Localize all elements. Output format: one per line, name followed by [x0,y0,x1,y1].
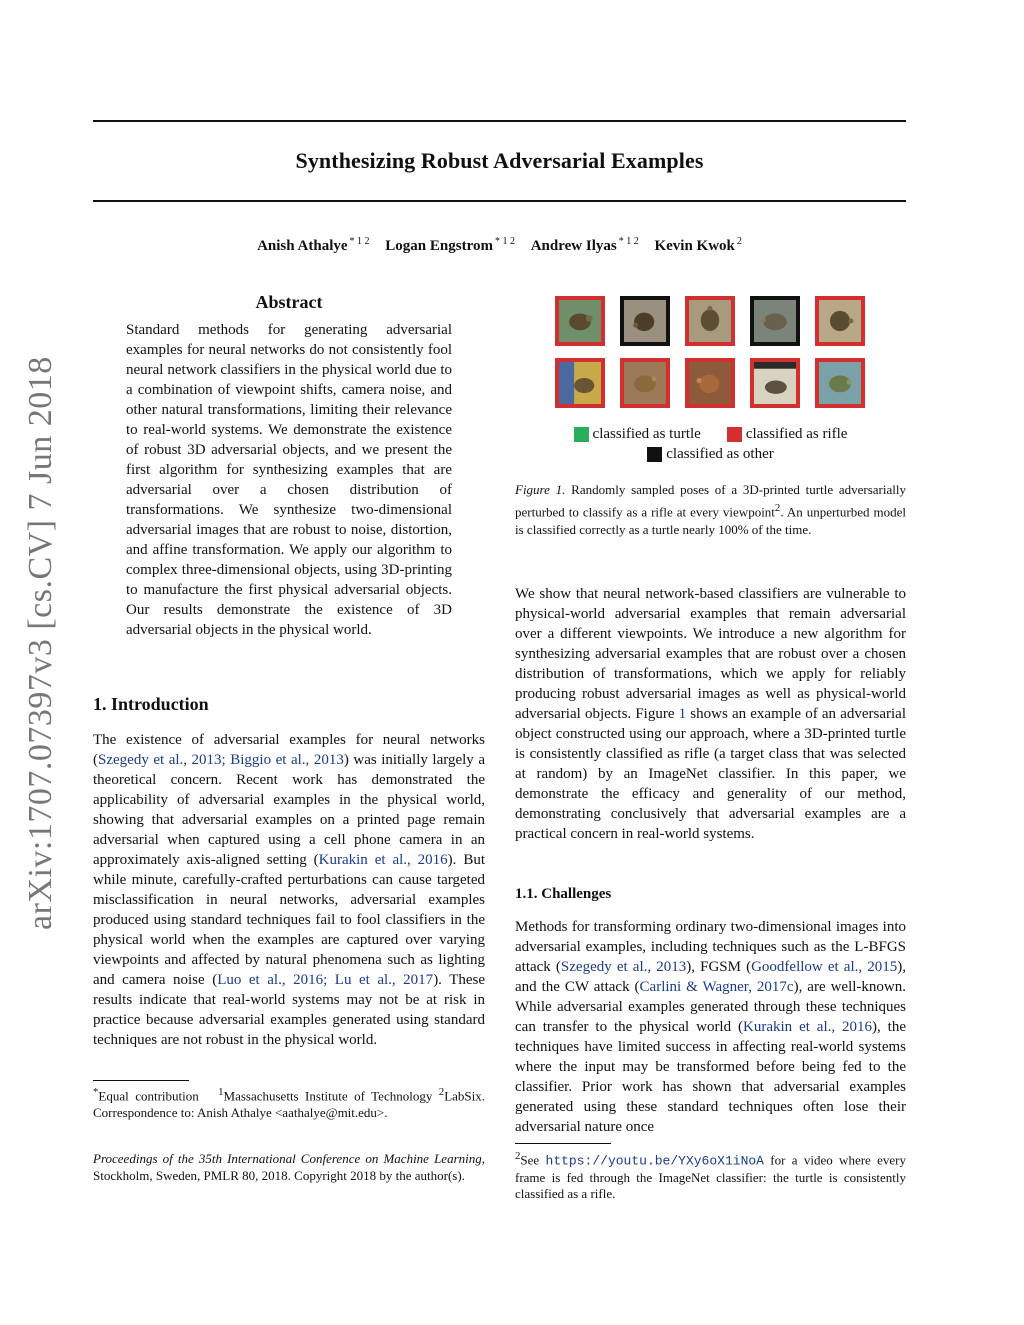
challenges-paragraph: Methods for transforming ordinary two-dimensional images into adversarial examples, including techniques such as the L-BFGS attack (Szegedy et al., 2013), FGSM (Goodfellow et al., 2015), and the CW attack (Carlini & Wagner, 2017c), are well-known. While adversarial examples generated through these techniques can transfer to the physical world (Kurakin et al., 2016), the techniques have limited success in affecting real-world systems where the input may be transformed before being fed to the classifier. Prior work has shown that adversarial examples generated using these standard techniques often lose their adversarial nature once [515,919,907,1135]
intro-paragraph: The existence of adversarial examples for neural networks (Szegedy et al., 2013; Biggio et al., 2013) was initially largely a theoretical concern. Recent work has demonstrated the applicability of adversarial examples in the physical world, showing that adversarial examples on a printed page remain adversarial when captured using a cell phone camera in an approximately axis-aligned setting (Kurakin et al., 2016). But while minute, carefully-crafted perturbations can cause targeted misclassification in neural networks, adversarial examples produced using standard techniques fail to fool classifiers in the physical world when the examples are captured over varying viewpoints and affected by natural phenomena such as lighting and camera noise (Luo et al., 2016; Lu et al., 2017). These results indicate that real-world systems may not be at risk in practice because adversarial examples generated using standard techniques are not robust in the physical world. [93,732,486,1048]
turtle-thumbnail [685,296,735,346]
turtle-thumbnail [815,358,865,408]
author: Anish Athalye $^{* 1 2}$ [257,236,370,254]
proceedings-note: Proceedings of the 35th International Conference on Machine Learning, Stockholm, Sweden, PMLR 80, 2018. Copyright 2018 by the author(s). [93,1151,485,1183]
footnote-rule [93,1080,189,1081]
turtle-thumbnail [620,296,670,346]
abstract-heading: Abstract [255,292,323,312]
turtle-thumbnail [750,296,800,346]
subsection-heading: 1.1. Challenges [515,886,612,902]
arxiv-stamp: arXiv:1707.07397v3 [cs.CV] 7 Jun 2018 [22,356,59,930]
turtle-thumbnail [555,358,605,408]
video-footnote: $^2$See https://youtu.be/YXy6oX1iNoA for a video where every frame is fed through the ImageNet classifier: the turtle is consistently classified as a rifle. [515,1150,907,1202]
figure-ref-link[interactable]: 1 [678,706,687,722]
turtle-thumbnail [815,296,865,346]
figure-caption: Figure 1. Randomly sampled poses of a 3D-printed turtle adversarially perturbed to classify as a rifle at every viewpoint$^2$. An unperturbed model is classified correctly as a turtle nearly 100% of the time. [515,482,906,538]
right-paragraph: We show that neural network-based classifiers are vulnerable to physical-world adversarial examples that remain adversarial over a different viewpoints. We introduce a new algorithm for synthesizing adversarial examples that are robust over a chosen distribution of transformations, which we apply for reliably producing robust adversarial images as well as physical-world adversarial objects. Figure 1 shows an example of an adversarial object constructed using our approach, where a 3D-printed turtle is consistently classified as rifle (a target class that was selected at random) by an ImageNet classifier. In this paper, we demonstrate the efficacy and generality of our method, demonstrating conclusively that adversarial examples are a practical concern in real-world systems. [515,586,906,842]
citation-link[interactable]: Kurakin et al., 2016 [743,1019,873,1035]
author-list [93,236,906,255]
title-bottom-rule [93,200,906,202]
author: Logan Engstrom $^{* 1 2}$ [385,236,515,254]
affiliation-footnote: *Equal contribution $^1$Massachusetts Institute of Technology $^2$LabSix. Correspondence to: Anish Athalye <aathalye@mit.edu>. [93,1086,486,1120]
legend-item-turtle: classified as turtle [574,424,701,444]
abstract-text: Standard methods for generating adversarial examples for neural networks do not consistently fool neural network classifiers in the physical world due to a combination of viewpoint shifts, camera noise, and other natural transformations, limiting their relevance to real-world systems. We demonstrate the existence of robust 3D adversarial objects, and we present the first algorithm for synthesizing examples that are adversarial over a chosen distribution of transformations. We synthesize two-dimensional adversarial images that are robust to noise, distortion, and affine transformation. We apply our algorithm to complex three-dimensional objects, using 3D-printing to manufacture the first physical adversarial objects. Our results demonstrate the existence of 3D adversarial objects in the physical world. [126,322,452,638]
citation-link[interactable]: Szegedy et al., 2013 [560,959,687,975]
turtle-thumbnail [685,358,735,408]
rifle-swatch [727,427,742,442]
turtle-thumbnail [750,358,800,408]
citation-link[interactable]: Luo et al., 2016; Lu et al., 2017 [217,972,434,988]
turtle-swatch [574,427,589,442]
citation-link[interactable]: Kurakin et al., 2016 [318,852,448,868]
footnote-rule [515,1143,611,1144]
other-swatch [647,447,662,462]
top-rule [93,120,906,122]
citation-link[interactable]: Goodfellow et al., 2015 [751,959,898,975]
citation-link[interactable]: Carlini & Wagner, 2017c [639,979,794,995]
figure-legend [515,424,906,464]
turtle-thumbnail [555,296,605,346]
citation-link[interactable]: Szegedy et al., 2013; Biggio et al., 2013 [98,752,344,768]
legend-item-other: classified as other [647,444,773,464]
figure-turtle-grid [555,296,865,418]
legend-item-rifle: classified as rifle [727,424,848,444]
author: Kevin Kwok $^2$ [654,236,742,254]
paper-title: Synthesizing Robust Adversarial Examples [295,148,704,173]
turtle-thumbnail [620,358,670,408]
video-link[interactable]: https://youtu.be/YXy6oX1iNoA [545,1153,764,1169]
section-heading: 1. Introduction [93,694,209,714]
author: Andrew Ilyas $^{* 1 2}$ [530,236,639,254]
